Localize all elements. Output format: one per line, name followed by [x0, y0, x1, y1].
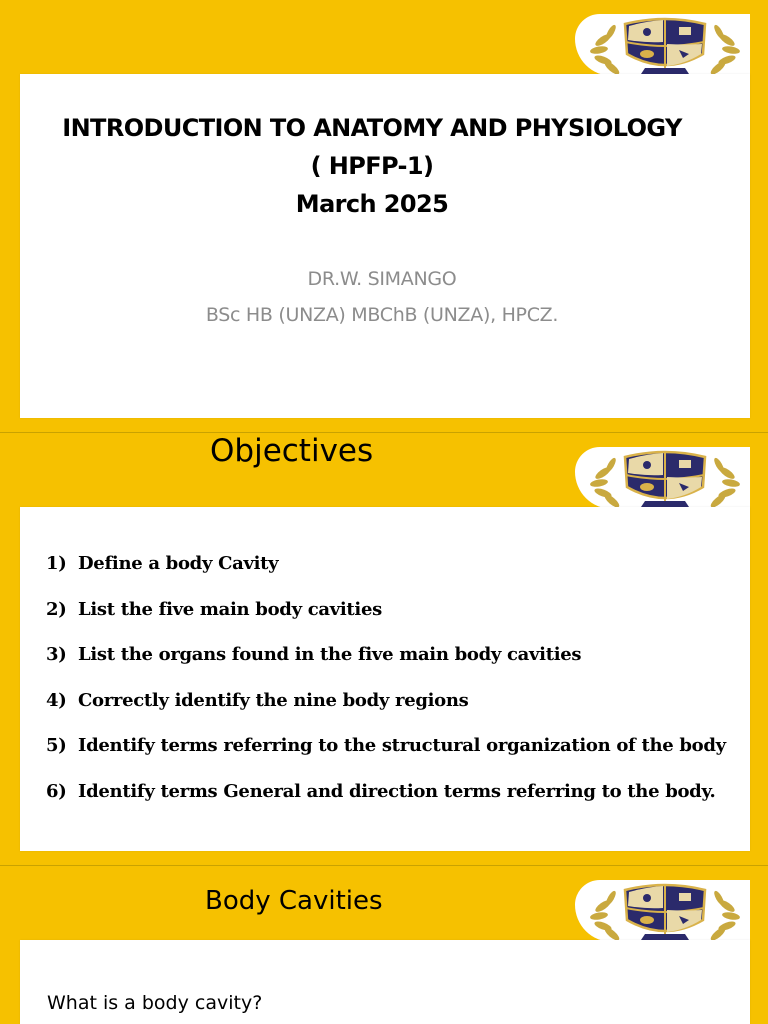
item-number: 5) — [46, 735, 67, 756]
body-question: What is a body cavity? — [47, 992, 263, 1014]
slide-title — [0, 0, 768, 432]
item-number: 1) — [46, 553, 67, 574]
list-item — [46, 553, 736, 599]
list-item — [46, 781, 736, 827]
presenter-name: DR.W. SIMANGO — [307, 268, 457, 290]
list-item — [46, 599, 736, 645]
list-item — [46, 644, 736, 690]
item-text: Define a body Cavity — [78, 553, 279, 574]
presentation-title: INTRODUCTION TO ANATOMY AND PHYSIOLOGY — [62, 114, 682, 142]
list-item — [46, 735, 736, 781]
item-number: 3) — [46, 644, 67, 665]
item-number: 6) — [46, 780, 67, 802]
item-text: Identify terms referring to the structural organization of the body — [78, 735, 726, 756]
presenter-credentials: BSc HB (UNZA) MBChB (UNZA), HPCZ. — [205, 304, 559, 326]
college-crest-icon — [585, 443, 745, 513]
item-text: Correctly identify the nine body regions — [78, 689, 469, 711]
item-number: 2) — [46, 598, 67, 620]
item-text: List the organs found in the five main body cavities — [78, 644, 582, 665]
course-code: ( HPFP-1) — [310, 152, 434, 180]
slide-body-cavities — [0, 866, 768, 1024]
objectives-list — [46, 553, 736, 826]
presentation-date: March 2025 — [295, 190, 449, 218]
slide-objectives — [0, 433, 768, 865]
slide-heading: Body Cavities — [205, 886, 383, 916]
list-item — [46, 690, 736, 736]
item-text: Identify terms General and direction terms referring to the body. — [78, 780, 716, 802]
slide-heading: Objectives — [210, 433, 374, 469]
item-text: List the five main body cavities — [78, 598, 382, 620]
college-crest-icon — [585, 876, 745, 946]
college-crest-icon — [585, 10, 745, 80]
item-number: 4) — [46, 689, 67, 711]
